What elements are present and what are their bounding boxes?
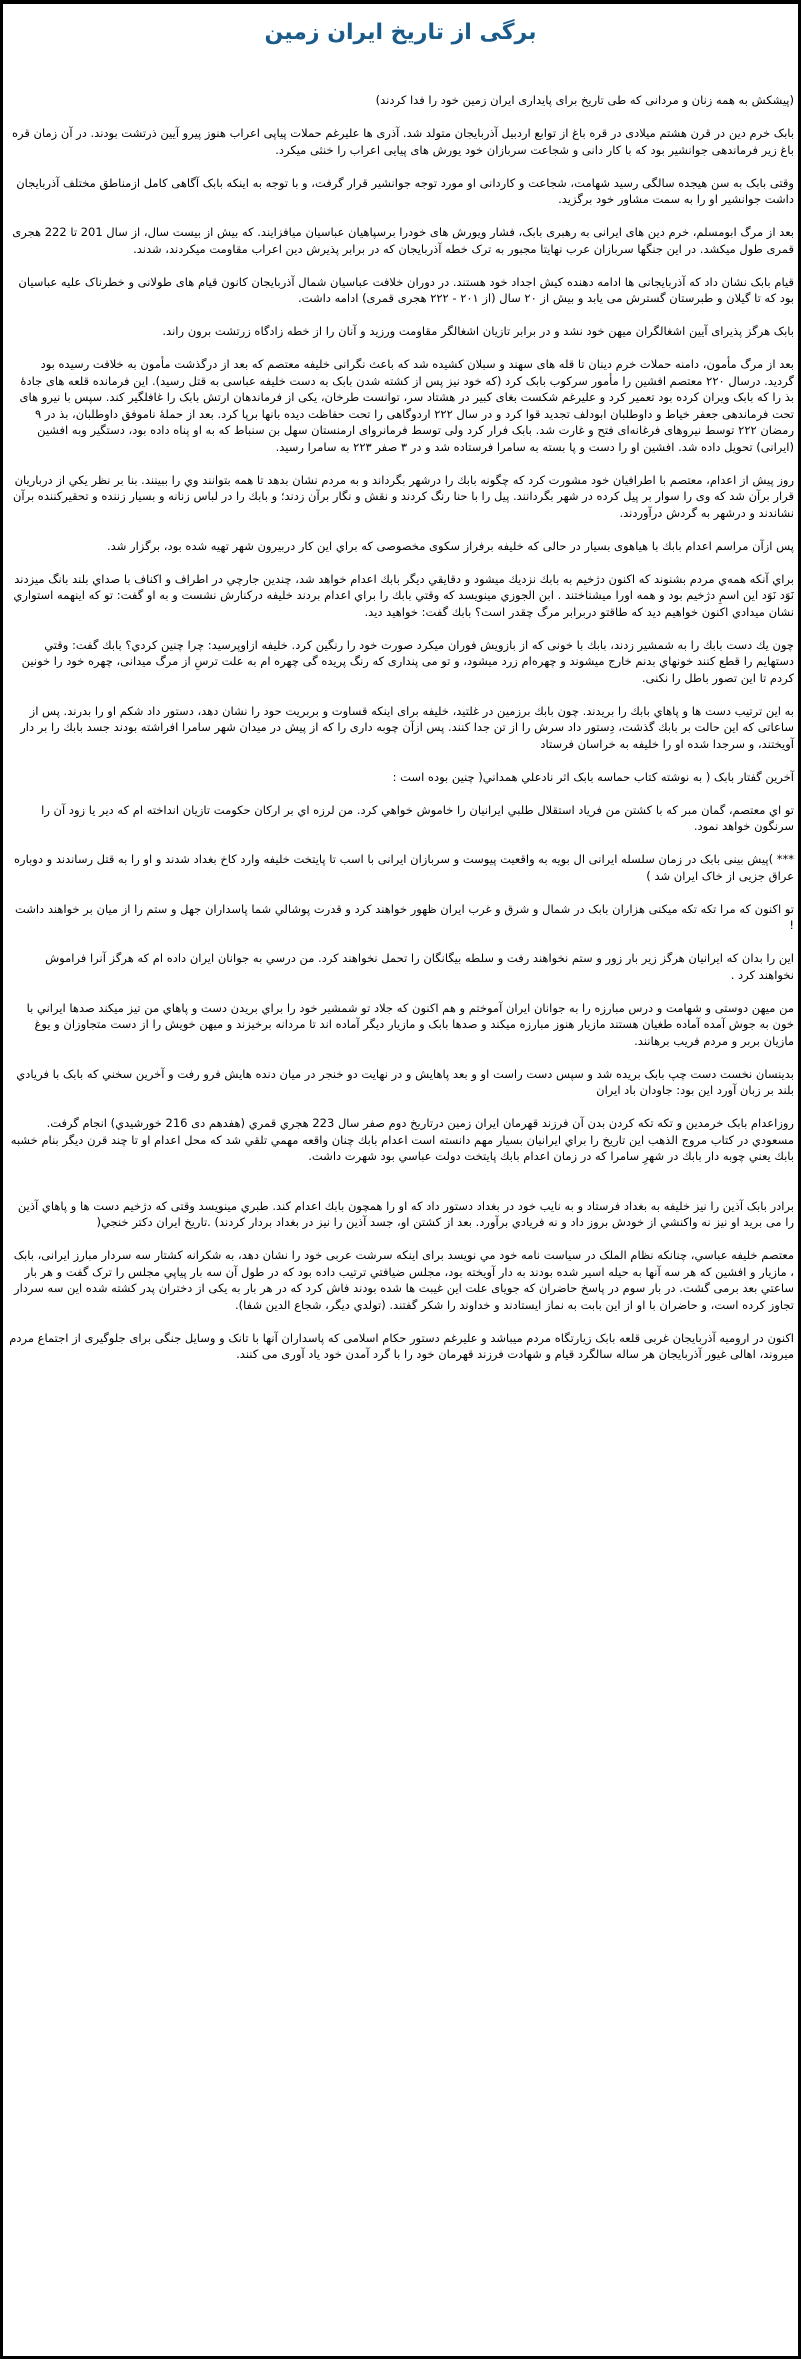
paragraph-final-cry: بدينسان نخست دست چپ بابک بريده شد و سپس دست راست او و بعد پاهايش و در نهايت دو خنجر در ميان دنده هايش فرو رفت و آخرين سخني که بابک با فريادي بلند بر زبان آورد اين بود: جاودان باد ايران [16, 1066, 794, 1097]
paragraph-blood: چون يك دست بابك را به شمشير زدند، بابك با خونی که از بازويش فوران ميکرد صورت خود را رنگين کرد. خليفه ازاوپرسيد: چرا چنين كردي؟ بابك گفت: وقتي دستهايم را قطع كنند خونهاي بدنم خارج ميشوند و چهره‌ام زرد ميشود، و تو می پنداری که رنگ پريده گی چهره ام به علت ترسِ از مرگ ميدانی، چهره خود را خونين کردم تا اين تصور باطل را نکنی. [21, 637, 794, 685]
paragraph-resistance: بابک هرگز پذیرای آیین اشغالگران میهن خود نشد و در برابر تازیان اشغالگر مقاومت ورزید و آنان را از خطه زادگاه زرتشت برون راند. [162, 324, 794, 338]
paragraph-parade: روز پیش از اعدام، معتصم با اطرافیان خود مشورت کرد که چگونه بابك را درشهر بگرداند و به مردم نشان بدهد تا همه بتوانند وي را ببينند. بنا بر نظر يكي از درباریان قرار برآن شد که وی را سوار بر پیل کرده در شهر بگردانند. پیل را با حنا رنگ کردند و نقش و نگار برآن زدند؛ و بابك را در لباس زنانه و بسيار زننده و تحقیرکننده برآن نشاندند و درشهر به گردش درآوردند. [12, 472, 794, 520]
article-body [3, 92, 798, 1363]
paragraph-azerbaijan: قیام بابک نشان داد که آذربایجانی ها ادامه دهنده کیش اجداد خود هستند. در دوران خلافت عباسیان شمال آذربایجان کانون قیام های طولانی و خطرناک علیه عباسیان بود که تا گیلان و طبرستان گسترش می یابد و بیش از ۲۰ سال (از ۲۰۱ - ۲۲۲ هجری قمری) ادامه داشت. [18, 274, 794, 305]
paragraph-capture: بعد از مرگ مأمون، دامنه حملات خرم دینان تا قله های سهند و سبلان کشیده شد که باعث نگرانی خلیفه معتصم که بعد از درگذشت مأمون به خلافت رسیده بود گردید. درسال ۲۲۰ معتصم افشین را مأمور سرکوب بابک کرد (که خود نیز پس از کشته شدن بابک به دست خلیفه عباسی به قتل رسید). این فرمانده قلعه های جادهٔ بذ را که بابک ویران کرده بود تعمیر کرد و علیرغم شکست بغای کبیر در هشتاد سر، توانست طرخان، یکی از فرماندهان ارتش بابک را غافلگیر کند. سپس با نیرو های تحت فرماندهی جعفر خیاط و داوطلبان ابودلف تجدید قوا کرد و در سال ۲۲۲ اردوگاهی را تحت حفاظت دیده بانها برپا کرد. بعد از حملهٔ ناموفق داوطلبان، بذ در ۹ رمضان ۲۲۲ توسط نیروهای فرغانه‌ای فتح و غارت شد. بابک فرار کرد ولی توسط فرمانروای ارمنستان سهل بن سنباط که به او پناه داده بود، دستگیر وبه افشین (ایرانی) تحویل داده شد. افشین او را دست و پا بسته به سامرا فرستاده شد و در ۳ صفر ۲۲۳ به سامرا رسید. [19, 357, 794, 454]
paragraph-prophecy-note: *** )پيش بينی بابک در زمان سلسله ايرانی ال بويه به واقعيت پيوست و سربازان ايرانی با اسب تا پايتخت خليفه وارد کاخ بغداد شدند و او را به قتل رساندند و دوباره عراق جزيی از خاک ايران شد ) [14, 852, 794, 883]
paragraph-birth: بابک خرم دین در قرن هشتم میلادی در قره باغ از توابع اردبیل آذربایجان متولد شد. آذری ها علیرغم حملات پیاپی اعراب هنوز پیرو آیین ذرتشت بودند. در آن زمان قره باغ زیر فرماندهی جوانشیر بود که با کار دانی و شجاعت سربازان خود یورش های پیایی اعراب را خنثی میکرد. [12, 126, 794, 157]
paragraph-last-words-2: تو اکنون که مرا تکه تکه ميکنی هزاران بابک در شمال و شرق و غرب ايران ظهور خواهند کرد و قدرت پوشالي شما پاسداران جهل و ستم را از ميان بر خواهند داشت ! [14, 901, 794, 932]
paragraph-executioner: براي آنكه همه‌ي مردم بشنوند كه اكنون دژخيم به بابك نزديك ميشود و دقايقي ديگر بابك اعدام خواهد شد، چندين جارچي در اطراف و اكناف با صداي بلند بانگ ميزدند نَوَد نَوَد اين اسمِ دژخيم بود و همه اورا ميشناختند . ابن الجوزي مينويسد كه وقتي بابك را براي اعدام بردند خليفه دركنارش نشست و به او گفت: تو كه اينهمه استواري نشان ميدادي اكنون خواهيم ديد كه طاقتو دربرابر مرگ چقدر است؟ بابك گفت: خواهيد ديد. [13, 571, 794, 619]
paragraph-execution: به اين ترتيب دست ها و پاهاي بابك را بريدند. چون بابك برزمين در غلتيد، خليفه برای اينکه قساوت و بربريت حود را نشان دهد، دستور داد شکم او را بدرند. پس از ساعاتی که اين حالت بر بابك گذشت، دِستور داد سرش را از تن جدا کنند. پس ازآن چوبه داری را که از پيش در ميدان شهر سامرا افراشته بودند جسد بابك را بر دار آويختند، و سرجدا شده او را خليفه به خراسان فرستاد [20, 703, 794, 751]
paragraph-execution-date: روزاعدام بابک خرمدين و تکه تکه کردن بدن آن فرزند قهرمان ايران زمين درتاريخ دوم صفر سال 223 هجري قمري (هفدهم دی 216 خورشيدي) انجام گرفت. مسعودي در کتاب مروج الذهب اين تاريخ را براي ايرانيان بسيار مهم دانسته است اعدام بابك چنان واقعه مهمي تلقي شد كه محل اعدام او تا چند قرن ديگر بنام خشبه بابك يعني چوبه دار بابك در شهرِ سامرا كه در زمان اعدام بابك پايتخت دولت عباسي بود شهرت داشت. [10, 1116, 794, 1163]
paragraph-last-words-intro: آخرين گفتار بابک ( به نوشته کتاب حماسه بابک اثر نادعلي همداني( چنين بوده است : [392, 769, 794, 784]
paragraph-last-words-3: اين را بدان که ايرانيان هرگز زير بار زور و ستم نخواهند رفت و سلطه بيگانگان را تحمل نخواهند کرد. من درسي به جوانان ايران داده ام که هرگز آنرا فراموش نخواهند کرد . [45, 951, 794, 982]
paragraph-brother: برادر بابک آذين را نيز خليفه به بغداد فرستاد و به نايب خود در بغداد دستور داد که او را همچون بابك اعدام کند. طبري مينويسد وقتی که دژخيم دست ها و پاهاي آذين را می بريد او نيز نه واکنشي از خودش بروز داد و نه فريادي برآورد. بعد از کشتن او، جسد آذين را نيز در بغداد بردار کردند) .تاريخ ايران دکتر خنجي( [17, 1198, 794, 1229]
page-title: برگی از تاریخ ایران زمین [264, 20, 537, 45]
dedication-paragraph: (پیشکش به همه زنان و مردانی که طی تاریخ برای پایداری ایران زمین خود را فدا کردند) [375, 93, 794, 107]
paragraph-advisor: وقتی بابک به سن هیجده سالگی رسید شهامت، شجاعت و کاردانی او مورد توجه جوانشیر قرار گرفت، و با توجه به اینکه بابک آگاهی کامل ازمناطق مختلف آذربایجان داشت جوانشیر او را به سمت مشاور خود برگزید. [16, 175, 794, 206]
paragraph-uprising: بعد از مرگ ابومسلم، خرم دین های ایرانی به رهبری بابک، فشار ویورش های خودرا برسپاهیان عباسیان میافزایند. که بیش از بیست سال، از سال 201 تا 222 هجری قمری طول میکشد. در این جنگها سربازان عرب نهایتا مجبور به ترک خطه آذربایجان که در برابر پذیرش دین اعراب مقاومت میکردند، شدند. [12, 225, 794, 256]
paragraph-last-words-4: من ميهن دوستی و شهامت و درس مبارزه را به جوانان ايران آموختم و هم اکنون که جلاد تو شمشير خود را براي بريدن دست و پاهاي من تيز ميکند صدها ايراني با خون به جوش آمده آماده طغيان هستند مازيار هنوز مبارزه ميکند و صدها بابک و مازيار ديگر آماده اند تا مردانه برخيزند و ميهن خويش را از دست متجاوزان و يوغ مازيان بربر و مردم فريب برهانند. [26, 1000, 794, 1048]
paragraph-last-words-1: تو اي معتصم، گمان مبر که با کشتن من فرياد استقلال طلبي ايرانيان را خاموش خواهي کرد. من لرزه اي بر ارکان حکومت تازيان انداخته ام که دير يا زود آن را سرنگون خواهد نمود. [41, 802, 794, 833]
paragraph-caliph: معتصم خليفه عباسي، چنانکه نظام الملک در سياست نامه خود مي نويسد براى اينکه سرشت عربی خود را نشان دهد، به شکرانه کشتار سه سردار مبارز ايرانی، بابک ، مازيار و افشين که هر سه آنها به حيله اسير شده بودند به دار آويخته بود، مجلس ضيافتي ترتيب داده بود که در طول آن سه بار پياپي مجلس را ترک گفت و هر بار ساعتي بعد برمی گشت. در بار سوم در پاسخ حاضران که جويای علت اين غيبت ها شده بودند فاش کرد که در هر بار به يکی از دختران پدر کشته شده اين سه سردار تجاوز کرده است، و حاضران با او از اين بابت به نماز ايستادند و خداوند را شکر گفتند. (تولدي ديگر، شجاع الدين شفا). [13, 1248, 794, 1312]
paragraph-today: اکنون در اروميه آذربايجان غربی قلعه بابک زيارتگاه مردم ميباشد و عليرغم دستور حکام اسلامی که پاسداران آنها با تانک و وسايل جنگی برای جلوگيری از اجتماع مردم ميروند، اهالی غيور آذربايجان هر ساله سالگرد قيام و شهادت فرزند قهرمان خود را با گرد آمدن خود ياد آوری می کنند. [9, 1330, 794, 1361]
paragraph-ceremony: پس ازآن مراسم اعدام بابك با هياهوی بسيار در حالی که خليفه برفراز سکوی مخصوصی که براي اين کار دربيرون شهر تهيه شده بود، برگزار شد. [107, 538, 794, 553]
